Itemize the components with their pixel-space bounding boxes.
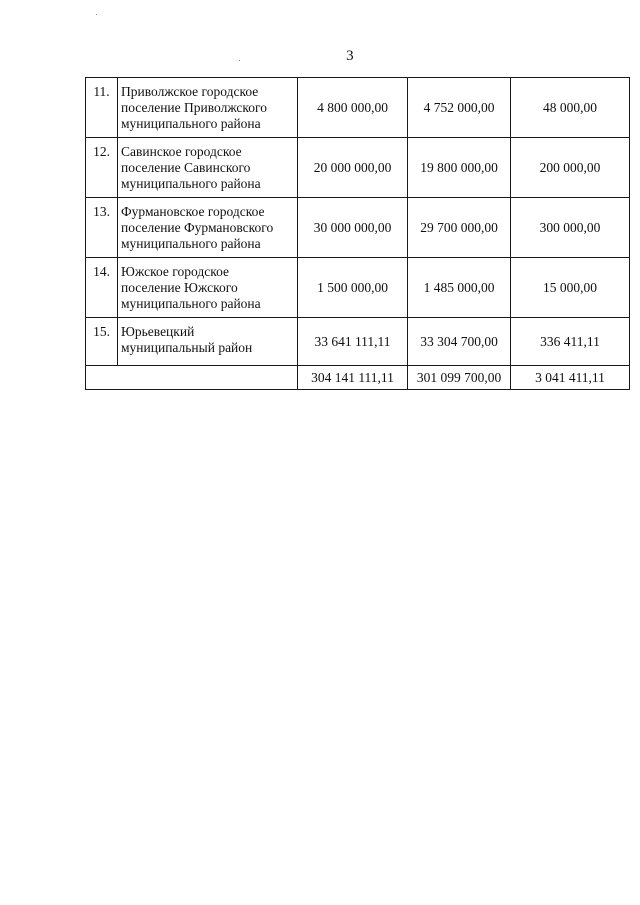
amount-local: 48 000,00 (511, 78, 630, 138)
amount-local: 300 000,00 (511, 198, 630, 258)
amount-regional: 4 752 000,00 (408, 78, 511, 138)
name-line: муниципального района (121, 236, 261, 251)
municipality-name (118, 198, 298, 258)
name-line: поселение Приволжского (121, 100, 267, 115)
amount-regional: 1 485 000,00 (408, 258, 511, 318)
scan-speck (239, 60, 240, 61)
name-line: поселение Южского (121, 280, 238, 295)
totals-local: 3 041 411,11 (511, 366, 630, 390)
name-line: муниципального района (121, 116, 261, 131)
totals-total: 304 141 111,11 (298, 366, 408, 390)
table-row (86, 318, 630, 366)
municipality-name (118, 258, 298, 318)
scan-speck (96, 14, 97, 15)
row-number: 11. (86, 78, 118, 138)
name-line: Фурмановское городское (121, 204, 265, 219)
table-row (86, 258, 630, 318)
totals-row (86, 366, 630, 390)
page-number: 3 (346, 48, 354, 64)
amount-local: 336 411,11 (511, 318, 630, 366)
totals-label-cell (86, 366, 298, 390)
amount-total: 1 500 000,00 (298, 258, 408, 318)
totals-regional: 301 099 700,00 (408, 366, 511, 390)
row-number: 15. (86, 318, 118, 366)
amount-total: 4 800 000,00 (298, 78, 408, 138)
row-number: 13. (86, 198, 118, 258)
funding-table (85, 77, 630, 390)
name-line: Савинское городское (121, 144, 242, 159)
table-row (86, 138, 630, 198)
amount-local: 200 000,00 (511, 138, 630, 198)
name-line: поселение Фурмановского (121, 220, 274, 235)
name-line: Южское городское (121, 264, 229, 279)
row-number: 12. (86, 138, 118, 198)
municipality-name (118, 78, 298, 138)
name-line: поселение Савинского (121, 160, 251, 175)
table-row (86, 198, 630, 258)
name-line: муниципального района (121, 296, 261, 311)
amount-local: 15 000,00 (511, 258, 630, 318)
table-row (86, 78, 630, 138)
amount-total: 20 000 000,00 (298, 138, 408, 198)
amount-regional: 29 700 000,00 (408, 198, 511, 258)
name-line: Юрьевецкий (121, 324, 195, 339)
amount-total: 30 000 000,00 (298, 198, 408, 258)
name-line: муниципальный район (121, 340, 253, 355)
amount-regional: 19 800 000,00 (408, 138, 511, 198)
name-line: Приволжское городское (121, 84, 259, 99)
row-number: 14. (86, 258, 118, 318)
municipality-name (118, 318, 298, 366)
amount-regional: 33 304 700,00 (408, 318, 511, 366)
amount-total: 33 641 111,11 (298, 318, 408, 366)
municipality-name (118, 138, 298, 198)
name-line: муниципального района (121, 176, 261, 191)
